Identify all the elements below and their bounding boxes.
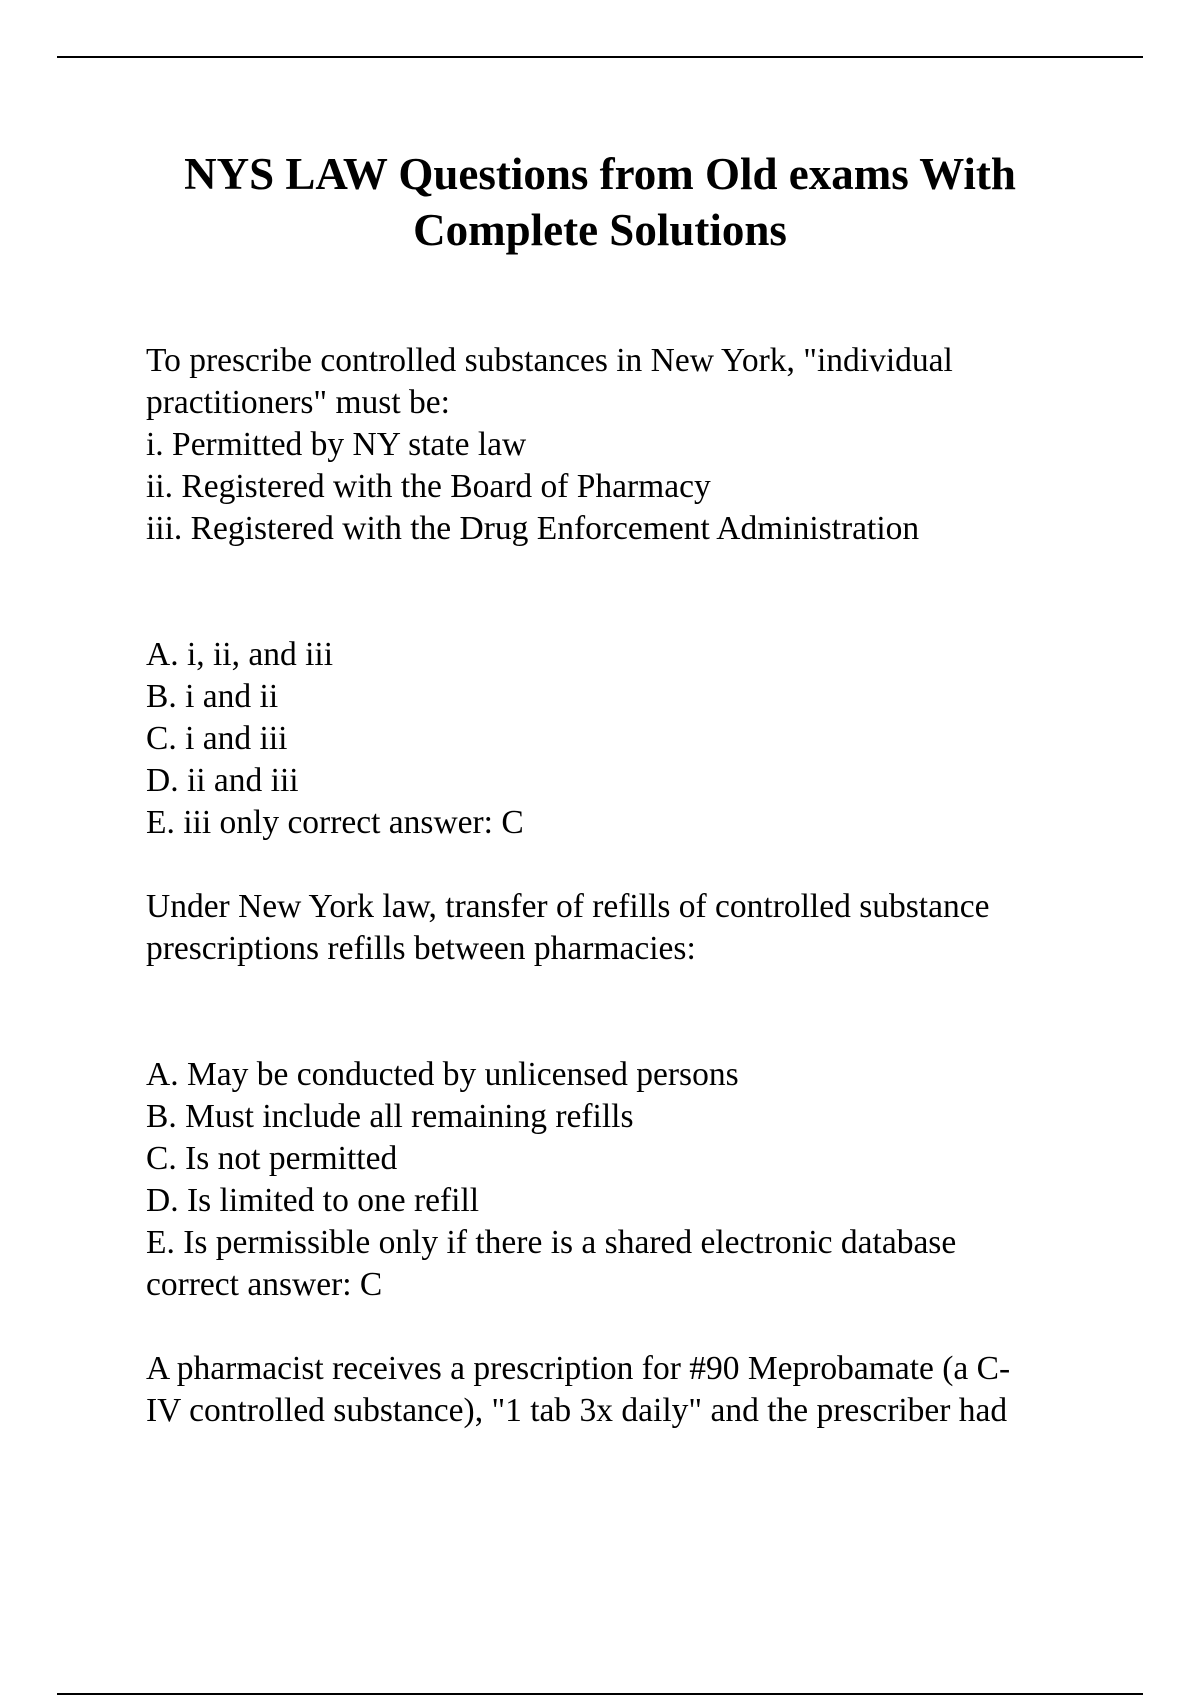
top-rule: [57, 56, 1143, 58]
question-2-options: [146, 1054, 1106, 1306]
option-answer-line: E. iii only correct answer: C: [146, 804, 524, 841]
option-line: E. Is permissible only if there is a shared electronic database: [146, 1224, 957, 1261]
spacer: [146, 550, 1106, 634]
stem-line: practitioners" must be:: [146, 384, 450, 421]
stem-line: iii. Registered with the Drug Enforcement Administration: [146, 510, 920, 547]
stem-line: IV controlled substance), "1 tab 3x daily" and the prescriber had: [146, 1392, 1008, 1429]
option-line: D. ii and iii: [146, 762, 299, 799]
option-line: D. Is limited to one refill: [146, 1182, 480, 1219]
question-1-options: [146, 634, 1106, 844]
question-3-stem: [146, 1348, 1106, 1432]
option-line: A. i, ii, and iii: [146, 636, 334, 673]
stem-line: Under New York law, transfer of refills of controlled substance: [146, 888, 990, 925]
stem-line: To prescribe controlled substances in New York, "individual: [146, 342, 953, 379]
document-body: [146, 340, 1106, 1432]
title-line-2: Complete Solutions: [413, 205, 787, 255]
question-1: [146, 340, 1106, 844]
document-title: [100, 146, 1100, 258]
stem-line: i. Permitted by NY state law: [146, 426, 527, 463]
stem-line: ii. Registered with the Board of Pharmacy: [146, 468, 711, 505]
spacer: [146, 970, 1106, 1054]
stem-line: A pharmacist receives a prescription for #90 Meprobamate (a C-: [146, 1350, 1011, 1387]
option-line: A. May be conducted by unlicensed persons: [146, 1056, 739, 1093]
question-2-stem: [146, 886, 1106, 970]
option-line: B. Must include all remaining refills: [146, 1098, 634, 1135]
title-line-1: NYS LAW Questions from Old exams With: [184, 149, 1016, 199]
question-3: [146, 1348, 1106, 1432]
stem-line: prescriptions refills between pharmacies:: [146, 930, 696, 967]
option-line: C. i and iii: [146, 720, 288, 757]
option-line: B. i and ii: [146, 678, 279, 715]
question-2: [146, 886, 1106, 1306]
spacer: [146, 844, 1106, 886]
answer-line: correct answer: C: [146, 1266, 383, 1303]
question-1-stem: [146, 340, 1106, 550]
bottom-rule: [57, 1693, 1143, 1695]
option-line: C. Is not permitted: [146, 1140, 398, 1177]
spacer: [146, 1306, 1106, 1348]
